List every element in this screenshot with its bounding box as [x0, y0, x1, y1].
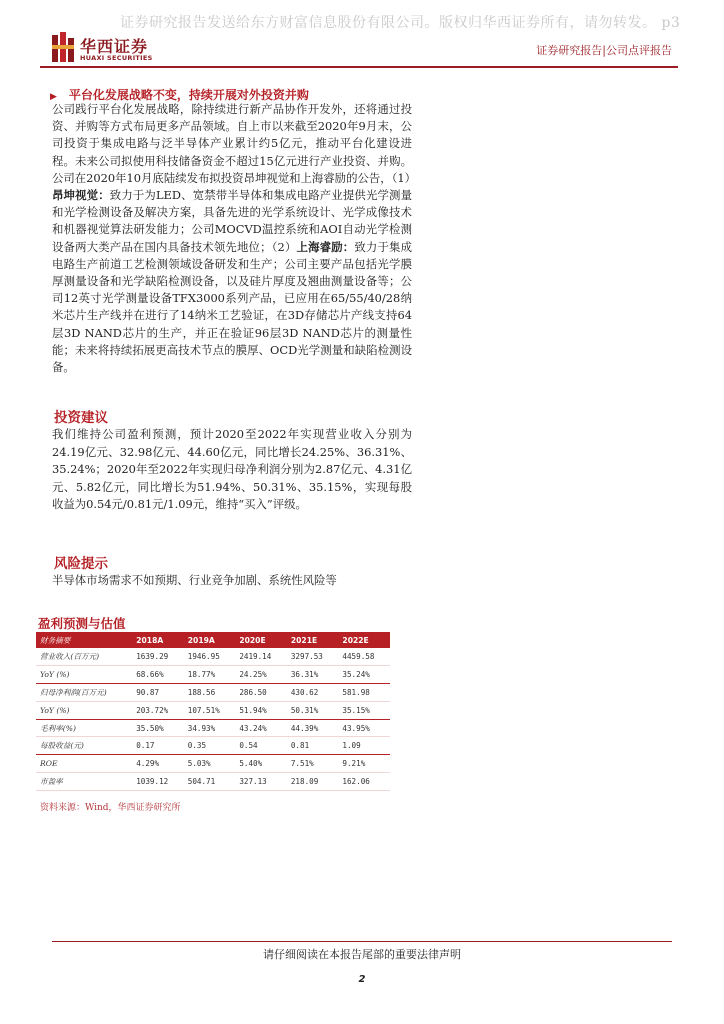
value-cell: 286.50: [235, 683, 287, 701]
page-number: 2: [358, 974, 366, 985]
value-cell: 0.81: [287, 737, 339, 755]
value-cell: 1039.12: [132, 773, 184, 791]
header-cell: 2022E: [338, 632, 390, 648]
value-cell: 43.24%: [235, 719, 287, 737]
value-cell: 3297.53: [287, 648, 339, 665]
table-header-row: [36, 632, 390, 648]
header-cell: 2021E: [287, 632, 339, 648]
section-heading-platform-text: 平台化发展战略不变，持续开展对外投资并购: [68, 88, 309, 102]
table-source: 资料来源：Wind，华西证券研究所: [40, 803, 181, 813]
legal-notice: 请仔细阅读在本报告尾部的重要法律声明: [263, 948, 461, 961]
huaxi-logo-icon: [52, 32, 74, 62]
report-type-label: 证券研究报告|公司点评报告: [536, 44, 672, 57]
value-cell: 0.54: [235, 737, 287, 755]
value-cell: 107.51%: [184, 701, 236, 719]
value-cell: 0.35: [184, 737, 236, 755]
value-cell: 218.09: [287, 773, 339, 791]
value-cell: 2419.14: [235, 648, 287, 665]
value-cell: 35.24%: [338, 665, 390, 683]
value-cell: 7.51%: [287, 755, 339, 773]
row-label-cell: 营业收入(百万元): [36, 648, 132, 665]
row-label-cell: 市盈率: [36, 773, 132, 791]
value-cell: 68.66%: [132, 665, 184, 683]
table-row: [36, 648, 390, 665]
table-row: [36, 701, 390, 719]
value-cell: 1946.95: [184, 648, 236, 665]
footer-divider: [52, 941, 672, 942]
header-cell: 2020E: [235, 632, 287, 648]
platform-paragraph: [52, 101, 416, 376]
value-cell: 35.15%: [338, 701, 390, 719]
value-cell: 4.29%: [132, 755, 184, 773]
value-cell: 162.06: [338, 773, 390, 791]
value-cell: 430.62: [287, 683, 339, 701]
row-label-cell: ROE: [36, 755, 132, 773]
value-cell: 1.09: [338, 737, 390, 755]
value-cell: 35.50%: [132, 719, 184, 737]
logo-text-cn: 华西证券: [80, 37, 149, 56]
value-cell: 4459.58: [338, 648, 390, 665]
value-cell: 18.77%: [184, 665, 236, 683]
row-label-cell: 归母净利润(百万元): [36, 683, 132, 701]
value-cell: 1639.29: [132, 648, 184, 665]
header-cell: 2018A: [132, 632, 184, 648]
section-heading-risk: 风险提示: [54, 556, 108, 572]
value-cell: 188.56: [184, 683, 236, 701]
value-cell: 9.21%: [338, 755, 390, 773]
value-cell: 581.98: [338, 683, 390, 701]
row-label-cell: YoY (%): [36, 665, 132, 683]
value-cell: 5.40%: [235, 755, 287, 773]
value-cell: 203.72%: [132, 701, 184, 719]
value-cell: 43.95%: [338, 719, 390, 737]
value-cell: 327.13: [235, 773, 287, 791]
table-row: [36, 719, 390, 737]
value-cell: 90.87: [132, 683, 184, 701]
table-row: [36, 755, 390, 773]
value-cell: 24.25%: [235, 665, 287, 683]
risk-paragraph: 半导体市场需求不如预期、行业竞争加剧、系统性风险等: [52, 573, 337, 587]
value-cell: 504.71: [184, 773, 236, 791]
platform-text-3: 致力于集成电路生产前道工艺检测领域设备研发和生产；公司主要产品包括光学膜厚测量设备和光学缺陷检测设备，以及硅片厚度及翘曲测量设备等；公司12英寸光学测量设备TFX3000系列产品，已应用在65/55/40/28纳米芯片生产线并在进行了14纳米工艺验证，在3D存储芯片产线支持64层3D NAND芯片的生产，并正在验证96层3D NAND芯片的测量性能；未来将持续拓展更高技术节点的膜厚、OCD光学测量和缺陷检测设备。: [52, 239, 412, 375]
huaxi-logo: [52, 32, 182, 66]
triangle-bullet-icon: ▶: [50, 92, 57, 102]
value-cell: 36.31%: [287, 665, 339, 683]
row-label-cell: 每股收益(元): [36, 737, 132, 755]
watermark: 证券研究报告发送给东方财富信息股份有限公司。版权归华西证券所有，请勿转发。 p3: [120, 15, 681, 31]
value-cell: 0.17: [132, 737, 184, 755]
table-row: [36, 683, 390, 701]
value-cell: 50.31%: [287, 701, 339, 719]
row-label-cell: 毛利率(%): [36, 719, 132, 737]
platform-text-1: 公司践行平台化发展战略，除持续进行新产品协作开发外，还将通过投资、并购等方式布局更多产品领域。自上市以来截至2020年9月末，公司投资于集成电路与泛半导体产业累计约5亿元，推动平台化建设进程。未来公司拟使用科技储备资金不超过15亿元进行产业投资、并购。公司在2020年10月底陆续发布拟投资昂坤视觉和上海睿励的公告，（1）: [52, 102, 416, 185]
platform-text-2: 致力于为LED、宽禁带半导体和集成电路产业提供光学测量和光学检测设备及解决方案，具备先进的光学系统设计、光学成像技术和机器视觉算法研发能力；公司MOCVD温控系统和AOI自动光学检测设备两大类产品在国内具备技术领先地位；（2）: [52, 188, 412, 254]
table-row: [36, 665, 390, 683]
ang-kun-label: 昂坤视觉：: [52, 188, 110, 203]
financial-forecast-table: [36, 632, 390, 791]
header-cell: 财务摘要: [36, 632, 132, 648]
row-label-cell: YoY (%): [36, 701, 132, 719]
investment-paragraph: 我们维持公司盈利预测，预计2020至2022年实现营业收入分别为24.19亿元、32.98亿元、44.60亿元，同比增长24.25%、36.31%、35.24%；2020年至2022年实现归母净利润分别为2.87亿元、4.31亿元、5.82亿元，同比增长为51.94%、50.31%、35.15%，实现每股收益为0.54元/0.81元/1.09元，维持“买入”评级。: [52, 427, 412, 512]
rui-li-label: 上海睿励：: [296, 239, 355, 254]
header-cell: 2019A: [184, 632, 236, 648]
table-title: 盈利预测与估值: [38, 616, 126, 631]
value-cell: 5.03%: [184, 755, 236, 773]
value-cell: 44.39%: [287, 719, 339, 737]
table-row: [36, 737, 390, 755]
value-cell: 51.94%: [235, 701, 287, 719]
header-divider: [40, 66, 678, 68]
table-row: [36, 773, 390, 791]
logo-text-en: HUAXI SECURITIES: [80, 54, 153, 62]
section-heading-investment: 投资建议: [54, 410, 108, 426]
value-cell: 34.93%: [184, 719, 236, 737]
